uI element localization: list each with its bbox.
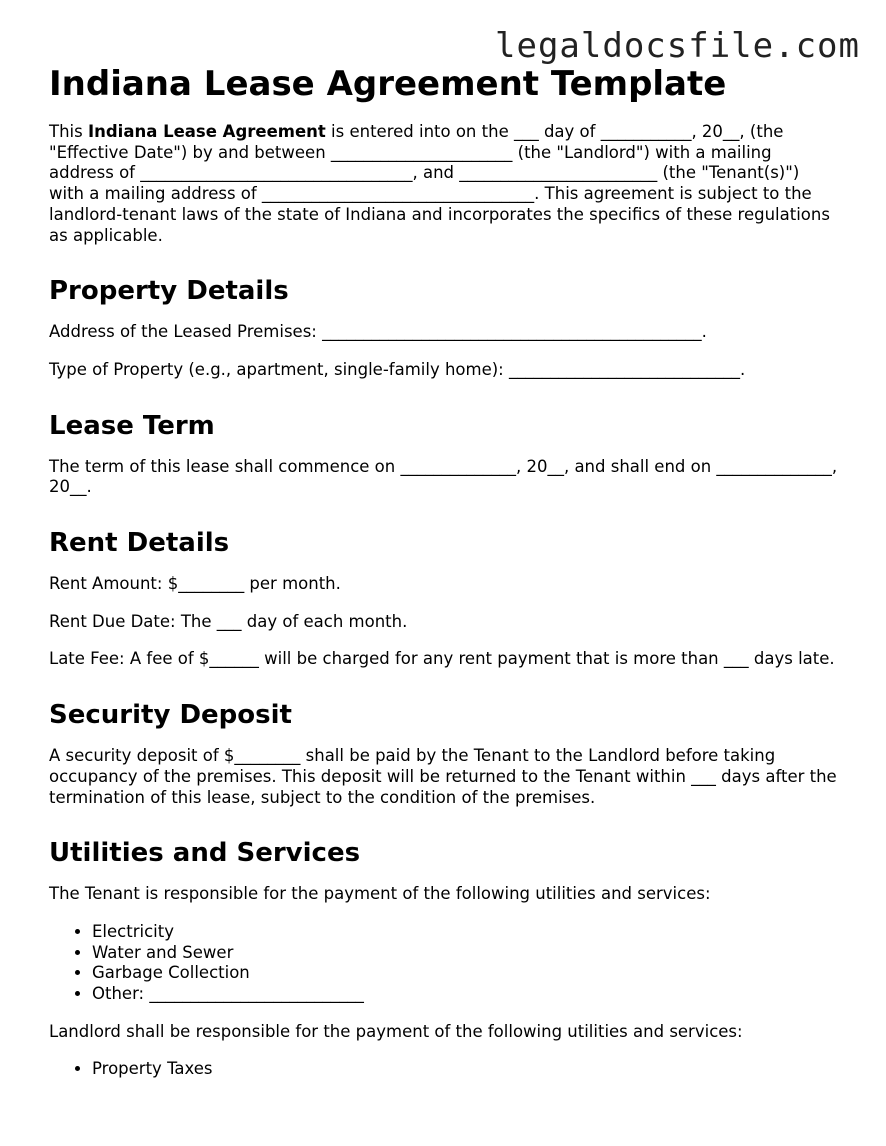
property-heading: Property Details <box>49 276 289 307</box>
rent-late-fee: Late Fee: A fee of $______ will be charged for any rent payment that is more than ___ days late. <box>49 649 835 669</box>
document-page <box>49 62 839 1097</box>
watermark: legaldocsfile.com <box>495 26 860 66</box>
property-type: Type of Property (e.g., apartment, single-family home): ____________________________. <box>49 359 746 379</box>
utilities-heading: Utilities and Services <box>49 838 361 869</box>
rent-amount: Rent Amount: $________ per month. <box>49 574 341 594</box>
list-item: • Other: __________________________ <box>92 984 839 1005</box>
tenant-utilities-intro: The Tenant is responsible for the payment of the following utilities and services: <box>49 884 711 904</box>
list-item: • Property Taxes <box>92 1059 839 1080</box>
rent-heading: Rent Details <box>49 528 230 559</box>
landlord-utilities-list <box>49 1059 839 1080</box>
rent-due-date: Rent Due Date: The ___ day of each month. <box>49 611 408 631</box>
document-title: Indiana Lease Agreement Template <box>49 64 727 104</box>
intro-bold: Indiana Lease Agreement <box>87 122 326 141</box>
deposit-text: A security deposit of $________ shall be paid by the Tenant to the Landlord before taking occupancy of the premises. This deposit will be returned to the Tenant within ___ days after the termination of this lease, subject to the condition of the premises. <box>49 746 837 807</box>
intro-paragraph <box>49 122 839 246</box>
landlord-utilities-intro: Landlord shall be responsible for the payment of the following utilities and services: <box>49 1021 743 1041</box>
property-address: Address of the Leased Premises: ______________________________________________. <box>49 322 707 342</box>
list-item: • Garbage Collection <box>92 963 839 984</box>
list-item: • Water and Sewer <box>92 943 839 964</box>
tenant-utilities-list <box>49 922 839 1005</box>
deposit-heading: Security Deposit <box>49 700 292 731</box>
intro-rest: is entered into on the ___ day of ___________, 20__, (the "Effective Date") by and between ______________________ (the "Landlord") with a mailing address of _________________________________, and ________________________ (the "Tenant(s)") with a mailing address of _________________________________. This agreement is subject to the landlord-tenant laws of the state of Indiana and incorporates the specifics of these regulations as applicable. <box>49 122 830 245</box>
lease-term-heading: Lease Term <box>49 410 215 441</box>
intro-prefix: This <box>49 122 88 141</box>
lease-term-text: The term of this lease shall commence on ______________, 20__, and shall end on ______________, 20__. <box>49 456 838 497</box>
list-item: • Electricity <box>92 922 839 943</box>
